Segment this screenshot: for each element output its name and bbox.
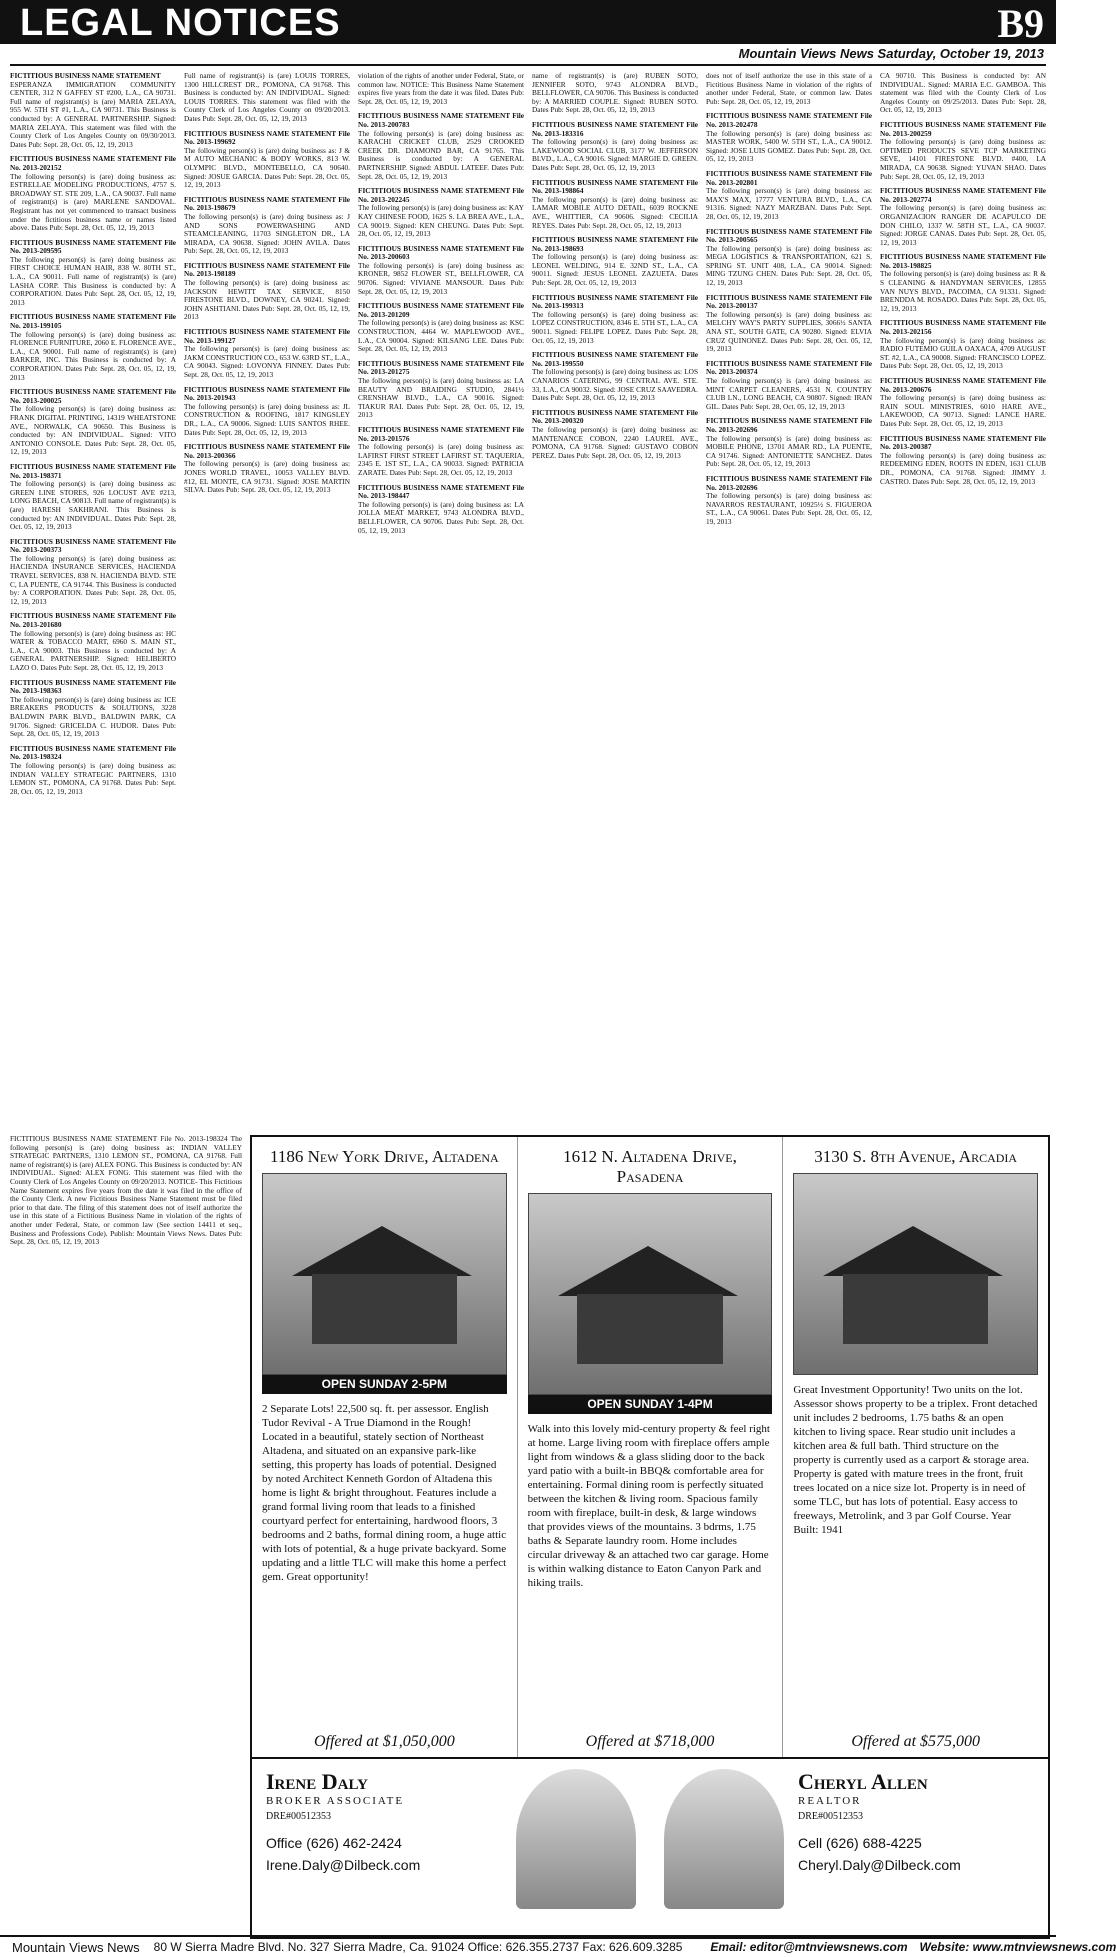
notice-column bbox=[10, 72, 176, 1130]
notice-body: The following person(s) is (are) doing business as: MOBILE PHONE, 13701 AMAR RD., LA PUENTE, CA 91746. Signed: ANTONIETTE SANCHEZ. Dates Pub: Sept. 28, Oct. 05, 12, 19, 2013 bbox=[706, 433, 872, 469]
notice-body: The following person(s) is (are) doing business as: KRONER, 9852 FLOWER ST., BELLFLOWER, CA 90706. Signed: VIVIANE MANSOUR. Dates Pub: Sept. 28, Oct. 05, 12, 19, 2013 bbox=[358, 260, 524, 296]
legal-notice bbox=[358, 187, 524, 239]
house-photo bbox=[793, 1173, 1038, 1375]
roof-shape bbox=[823, 1226, 1003, 1276]
notice-body: The following person(s) is (are) doing business as: JAKM CONSTRUCTION CO., 653 W. 63RD ST., L.A., CA 90043. Signed: LOVONYA FINNEY. Dates Pub: Sept. 28, Oct. 05, 12, 19, 2013 bbox=[184, 344, 350, 379]
notice-body: The following person(s) is (are) doing business as: LA JOLLA MEAT MARKET, 9743 ALONDRA BLVD., BELLFLOWER, CA 90706. Dates Pub: Sept. 28, Oct. 05, 12, 19, 2013 bbox=[358, 499, 524, 535]
agent-role: REALTOR bbox=[798, 1795, 862, 1807]
legal-notice bbox=[880, 377, 1046, 429]
notice-body: The following person(s) is (are) doing business as: LAFIRST FIRST STREET LAFIRST ST. TAQUERIA, 2345 E. 1ST ST., L.A., CA 90033. Signed: PATRICIA ZARATE. Dates Pub: Sept. 28, Oct. 05, 12, 19, 2013 bbox=[358, 442, 524, 477]
notice-heading: FICTITIOUS BUSINESS NAME STATEMENT File No. 2013-198371 bbox=[10, 461, 176, 480]
notice-heading: FICTITIOUS BUSINESS NAME STATEMENT File No. 2013-198693 bbox=[532, 235, 698, 253]
listing-price: Offered at $575,000 bbox=[851, 1733, 981, 1750]
legal-notice bbox=[10, 538, 176, 607]
notice-heading: FICTITIOUS BUSINESS NAME STATEMENT File No. 2013-201275 bbox=[358, 358, 524, 377]
notice-body: CA 90710. This Business is conducted by: AN INDIVIDUAL. Signed: MARIA E.C. GAMBOA. This statement was filed with the County Clerk of Los Angeles County on 09/25/2013. Dates Pub: Sept. 28, Oct. 05, 12, 19, 2013 bbox=[880, 71, 1046, 115]
legal-notice bbox=[10, 745, 176, 797]
notice-body: The following person(s) is (are) doing business as: LA BEAUTY AND BRAIDING STUDIO, 2841½ CRENSHAW BLVD., L.A., CA 90016. Signed: TIAKUR RAI. Dates Pub: Sept. 28, Oct. 05, 12, 19, 2013 bbox=[358, 376, 524, 420]
notice-body: The following person(s) is (are) doing business as: J AND SONS POWERWASHING AND STEAMCLEANING, 11703 SINGLETON DR., LA MIRADA, CA 90638. Signed: JOHN AVILA. Dates Pub: Sept. 28, Oct. 05, 12, 19, 2013 bbox=[184, 211, 350, 256]
real-estate-ad bbox=[250, 1135, 1050, 1939]
masthead bbox=[0, 0, 1056, 44]
notice-body: does not of itself authorize the use in this state of a Fictitious Business Name in violation of the rights of another under Federal, State, or common law. Dates Pub: Sept. 28, Oct. 05, 12, 19, 2013 bbox=[706, 71, 872, 106]
notice-body: The following person(s) is (are) doing business as: MINT CARPET CLEANERS, 4531 N. COUNTRY CLUB LN., LONG BEACH, CA 90807. Signed: IRAN GIL. Dates Pub: Sept. 28, Oct. 05, 12, 19, 2013 bbox=[706, 376, 872, 411]
roof-shape bbox=[558, 1246, 738, 1296]
notice-heading: FICTITIOUS BUSINESS NAME STATEMENT File No. 2013-209595 bbox=[10, 237, 176, 256]
listing-address: 1186 New York Drive, Altadena bbox=[269, 1147, 499, 1166]
house-shape bbox=[577, 1294, 723, 1364]
legal-notice bbox=[10, 313, 176, 382]
legal-notice bbox=[706, 228, 872, 288]
notice-column bbox=[358, 72, 524, 1130]
agent-name: Irene Daly bbox=[266, 1769, 368, 1794]
open-house-banner: OPEN SUNDAY 1-4PM bbox=[528, 1394, 773, 1414]
roof-shape bbox=[292, 1226, 472, 1276]
listing-description: 2 Separate Lots! 22,500 sq. ft. per assessor. English Tudor Revival - A True Diamond in the Rough! Located in a beautiful, stately section of Northeast Altadena, and situated on an expansive park-like setting, this property has loads of potential. Designed by noted Architect Kenneth Gordon of Altadena this home is light & bright throughout. Features include a grand formal living room that leads to a finished courtyard perfect for entertaining, hardwood floors, 3 bedrooms and 2 baths, formal dining room, a huge attic with lots of potential, & a huge private backyard. Some updating and a little TLC will make this home a perfect gem. Great opportunity! bbox=[262, 1403, 507, 1583]
legal-notice bbox=[880, 253, 1046, 313]
notice-body: The following person(s) is (are) doing business as: MAX'S MAX, 17777 VENTURA BLVD., L.A., CA 91316. Signed: NAZY MARZBAN. Dates Pub: Sept. 28, Oct. 05, 12, 19, 2013 bbox=[706, 186, 872, 221]
notice-body: The following person(s) is (are) doing business as: ESTRELLAE MODELING PRODUCTIONS, 4757 S. BROADWAY ST. STE 209, L.A., CA 90037. Full name of registrant(s) is (are) MARLENE SANDOVAL. Registrant has not yet commenced to transact business under the fictitious business name or names listed above. Dates Pub: Sept. 28, Oct. 05, 12, 19, 2013 bbox=[10, 171, 176, 233]
agent-phone: Office (626) 462-2424 bbox=[266, 1835, 402, 1851]
legal-notice bbox=[184, 130, 350, 190]
notice-body: The following person(s) is (are) doing business as: LAMAR MOBILE AUTO DETAIL, 6039 ROCKNE AVE., WHITTIER, CA 90606. Signed: CECILIA REYES. Dates Pub: Sept. 28, Oct. 05, 12, 19, 2013 bbox=[532, 194, 698, 230]
notice-heading: FICTITIOUS BUSINESS NAME STATEMENT File No. 2013-199105 bbox=[10, 312, 176, 331]
legal-notice bbox=[184, 443, 350, 495]
legal-notice bbox=[358, 484, 524, 536]
notice-body: The following person(s) is (are) doing business as: GREEN LINE STORES, 926 LOCUST AVE #213, LONG BEACH, CA 90813. Full name of registrant(s) is (are) HARESH SAKHRANI. This Business is conducted by: AN INDIVIDUAL. Dates Pub: Sept. 28, Oct. 05, 12, 19, 2013 bbox=[10, 479, 176, 532]
notice-body: The following person(s) is (are) doing business as: JL CONSTRUCTION & ROOFING, 1817 KINGSLEY DR., L.A., CA 90006. Signed: LUIS SANTOS RHEE. Dates Pub: Sept. 28, Oct. 05, 12, 19, 2013 bbox=[184, 401, 350, 437]
notice-heading: FICTITIOUS BUSINESS NAME STATEMENT File No. 2013-198324 bbox=[10, 743, 176, 762]
legal-notice bbox=[532, 294, 698, 346]
notice-body: Full name of registrant(s) is (are) LOUIS TORRES, 1300 HILLCREST DR., POMONA, CA 91768. This Business is conducted by: AN INDIVIDUAL. Signed: LOUIS TORRES. This statement was filed with the County Clerk of Los Angeles County on 09/20/2013. Dates Pub: Sept. 28, Oct. 05, 12, 19, 2013 bbox=[184, 71, 350, 123]
agent-name: Cheryl Allen bbox=[798, 1769, 928, 1794]
notice-heading: FICTITIOUS BUSINESS NAME STATEMENT File No. 2013-198447 bbox=[358, 482, 524, 501]
notice-heading: FICTITIOUS BUSINESS NAME STATEMENT File No. 2013-198825 bbox=[880, 252, 1046, 270]
notice-body: The following person(s) is (are) doing business as: NAVARROS RESTAURANT, 10925½ S. FIGUEROA ST., L.A., CA 90061. Dates Pub: Sept. 28, Oct. 05, 12, 19, 2013 bbox=[706, 491, 872, 526]
agent-phone: Cell (626) 688-4225 bbox=[798, 1835, 922, 1851]
section-title: LEGAL NOTICES bbox=[20, 2, 341, 44]
agent-photo bbox=[664, 1769, 784, 1909]
paper-date: Mountain Views News Saturday, October 19, 2013 bbox=[738, 46, 1044, 61]
notice-heading: FICTITIOUS BUSINESS NAME STATEMENT File No. 2013-199692 bbox=[184, 128, 350, 147]
legal-notice bbox=[532, 236, 698, 288]
house-photo bbox=[528, 1193, 773, 1395]
notice-heading: FICTITIOUS BUSINESS NAME STATEMENT File No. 2013-201680 bbox=[10, 611, 176, 630]
legal-notice bbox=[358, 302, 524, 354]
footer-paper: Mountain Views News bbox=[12, 1939, 140, 1955]
legal-notice bbox=[532, 72, 698, 115]
legal-notice bbox=[10, 239, 176, 308]
notice-body: The following person(s) is (are) doing business as: KAY KAY CHINESE FOOD, 1625 S. LA BREA AVE., L.A., CA 90019. Signed: KEN CHEUNG. Dates Pub: Sept. 28, Oct. 05, 12, 19, 2013 bbox=[358, 203, 524, 239]
notice-heading: FICTITIOUS BUSINESS NAME STATEMENT File No. 2013-200603 bbox=[358, 243, 524, 262]
legal-notice bbox=[880, 72, 1046, 115]
legal-notice bbox=[706, 475, 872, 527]
notice-body: The following person(s) is (are) doing business as: MELCHY WAY'S PARTY SUPPLIES, 3066½ SANTA ANA ST., SOUTH GATE, CA 90280. Signed: ELVIA CRUZ QUINONEZ. Dates Pub: Sept. 28, Oct. 05, 12, 19, 2013 bbox=[706, 309, 872, 354]
legal-notice bbox=[184, 72, 350, 124]
notice-column bbox=[532, 72, 698, 1130]
listing-address: 1612 N. Altadena Drive, Pasadena bbox=[563, 1147, 737, 1186]
notice-heading: FICTITIOUS BUSINESS NAME STATEMENT File No. 2013-200366 bbox=[184, 442, 350, 460]
legal-notice bbox=[358, 245, 524, 297]
notice-body: violation of the rights of another under Federal, State, or common law. NOTICE: This Business Name Statement expires five years from the date it was filed. Dates Pub: Sept. 28, Oct. 05, 12, 19, 2013 bbox=[358, 71, 524, 106]
notice-body: The following person(s) is (are) doing business as: KSC CONSTRUCTION, 4464 W. MAPLEWOOD AVE., L.A., CA 90004. Signed: KILSANG LEE. Dates Pub: Sept. 28, Oct. 05, 12, 19, 2013 bbox=[358, 318, 524, 354]
footer bbox=[0, 1935, 1116, 1957]
notice-heading: FICTITIOUS BUSINESS NAME STATEMENT File No. 2013-200783 bbox=[358, 111, 524, 129]
notice-heading: FICTITIOUS BUSINESS NAME STATEMENT File No. 2013-202245 bbox=[358, 186, 524, 204]
legal-notice bbox=[358, 72, 524, 106]
notice-heading: FICTITIOUS BUSINESS NAME STATEMENT File No. 2013-201209 bbox=[358, 301, 524, 319]
notice-body: The following person(s) is (are) doing business as: LEONEL WELDING, 914 E. 32ND ST., L.A., CA 90011. Signed: JESUS LEONEL ZAZUETA. Dates Pub: Sept. 28, Oct. 05, 12, 19, 2013 bbox=[532, 252, 698, 288]
notice-body: The following person(s) is (are) doing business as: FRANK DIGITAL PRINTING, 14319 WHEATSTONE AVE., NORWALK, CA 90650. This Business is conducted by: AN INDIVIDUAL. Signed: VITO ANTONIO CONSOLE. Dates Pub: Sept. 28, Oct. 05, 12, 19, 2013 bbox=[10, 404, 176, 457]
notice-body: name of registrant(s) is (are) RUBEN SOTO, JENNIFER SOTO, 9743 ALONDRA BLVD., BELLFLOWER, CA 90706. This Business is conducted by: A MARRIED COUPLE. Signed: RUBEN SOTO. Dates Pub: Sept. 28, Oct. 05, 12, 19, 2013 bbox=[532, 71, 698, 115]
agent-dre: DRE#00512353 bbox=[266, 1811, 331, 1822]
legal-notice bbox=[532, 121, 698, 173]
agent-email: Irene.Daly@Dilbeck.com bbox=[266, 1857, 421, 1873]
notice-body: The following person(s) is (are) doing business as: INDIAN VALLEY STRATEGIC PARTNERS, 1310 LEMON ST., POMONA, CA 91768. Dates Pub: Sept. 28, Oct. 05, 12, 19, 2013 bbox=[10, 760, 176, 796]
legal-notice bbox=[10, 679, 176, 739]
legal-notice bbox=[10, 612, 176, 672]
notice-body: The following person(s) is (are) doing business as: ORGANIZACION RANGER DE ACAPULCO DE DON CHILO, 1337 W. 58TH ST., L.A., CA 90037. Signed: JORGE CANAS. Dates Pub: Sept. 28, Oct. 05, 12, 19, 2013 bbox=[880, 203, 1046, 247]
notice-heading: FICTITIOUS BUSINESS NAME STATEMENT File No. 2013-202156 bbox=[880, 318, 1046, 337]
notice-heading: FICTITIOUS BUSINESS NAME STATEMENT File No. 2013-202774 bbox=[880, 186, 1046, 204]
property-listing bbox=[783, 1137, 1048, 1757]
house-shape bbox=[843, 1274, 989, 1344]
footer-email: Email: editor@mtnviewsnews.com bbox=[710, 1940, 908, 1954]
legal-notice bbox=[10, 155, 176, 232]
notice-heading: FICTITIOUS BUSINESS NAME STATEMENT File No. 2013-200565 bbox=[706, 226, 872, 245]
listing-price: Offered at $718,000 bbox=[585, 1733, 715, 1750]
agent-cheryl bbox=[650, 1759, 1048, 1935]
legal-notice bbox=[706, 294, 872, 354]
notice-body: The following person(s) is (are) doing business as: JONES WORLD TRAVEL, 10053 VALLEY BLVD. #12, EL MONTE, CA 91731. Signed: JOSE MARTIN SILVA. Dates Pub: Sept. 28, Oct. 05, 12, 19, 2013 bbox=[184, 459, 350, 495]
notice-body: The following person(s) is (are) doing business as: RAIN SOUL MINISTRIES, 6010 HARE AVE., LAKEWOOD, CA 90713. Signed: LANCE HARE. Dates Pub: Sept. 28, Oct. 05, 12, 19, 2013 bbox=[880, 393, 1046, 428]
legal-notice bbox=[706, 170, 872, 222]
property-listing bbox=[252, 1137, 518, 1757]
notice-body: The following person(s) is (are) doing business as: ICE BREAKERS PRODUCTS & SOLUTIONS, 3228 BALDWIN PARK BLVD., BALDWIN PARK, CA 91706. Signed: GRICELDA C. HUDOR. Dates Pub: Sept. 28, Oct. 05, 12, 19, 2013 bbox=[10, 694, 176, 739]
notice-heading: FICTITIOUS BUSINESS NAME STATEMENT File No. 2013-201943 bbox=[184, 384, 350, 403]
notice-heading: FICTITIOUS BUSINESS NAME STATEMENT File No. 2013-202478 bbox=[706, 111, 872, 129]
legal-notice bbox=[358, 360, 524, 420]
legal-notice bbox=[10, 388, 176, 457]
notice-column bbox=[880, 72, 1046, 1130]
notice-body: The following person(s) is (are) doing business as: R & S CLEANING & HANDYMAN SERVICES, 12855 VAN NUYS BLVD., PACOIMA, CA 91331. Signed: BRENDDA M. ROSADO. Dates Pub: Sept. 28, Oct. 05, 12, 19, 2013 bbox=[880, 269, 1046, 313]
notice-heading: FICTITIOUS BUSINESS NAME STATEMENT File No. 2013-202152 bbox=[10, 154, 176, 172]
house-photo bbox=[262, 1173, 507, 1375]
legal-notice bbox=[532, 351, 698, 403]
agents bbox=[252, 1757, 1048, 1935]
page-number: B9 bbox=[997, 1, 1044, 46]
listing-price: Offered at $1,050,000 bbox=[313, 1733, 455, 1750]
notice-heading: FICTITIOUS BUSINESS NAME STATEMENT File No. 2013-200387 bbox=[880, 433, 1046, 452]
notice-body: The following person(s) is (are) doing business as: FLORENCE FURNITURE, 2060 E. FLORENCE AVE., L.A., CA 90001. Full name of registrant(s) is (are) BARKER, INC. This Business is conducted by: A CORPORATION. Dates Pub: Sept. 28, Oct. 05, 12, 19, 2013 bbox=[10, 329, 176, 382]
notice-body: The following person(s) is (are) doing business as: REDEEMING EDEN, ROOTS IN EDEN, 1631 CLUB DR., POMONA, CA 91768. Signed: JIMMY J. CASTRO. Dates Pub: Sept. 28, Oct. 05, 12, 19, 2013 bbox=[880, 450, 1046, 486]
legal-notice bbox=[10, 463, 176, 532]
notice-heading: FICTITIOUS BUSINESS NAME STATEMENT File No. 2013-200373 bbox=[10, 536, 176, 555]
legal-notice bbox=[532, 179, 698, 231]
legal-notice bbox=[358, 112, 524, 181]
legal-notice bbox=[880, 435, 1046, 487]
notice-heading: FICTITIOUS BUSINESS NAME STATEMENT File No. 2013-200374 bbox=[706, 358, 872, 377]
header-rule bbox=[10, 64, 1046, 66]
legal-notice bbox=[706, 72, 872, 106]
notice-heading: FICTITIOUS BUSINESS NAME STATEMENT File No. 2013-200320 bbox=[532, 407, 698, 426]
agent-email: Cheryl.Daly@Dilbeck.com bbox=[798, 1857, 961, 1873]
notice-body: The following person(s) is (are) doing business as: LOS CANARIOS CATERING, 99 CENTRAL AVE. STE. 33, L.A., CA 90032. Signed: JOSE CRUZ SAAVEDRA. Dates Pub: Sept. 28, Oct. 05, 12, 19, 2013 bbox=[532, 367, 698, 403]
open-house-banner: OPEN SUNDAY 2-5PM bbox=[262, 1374, 507, 1394]
notice-columns bbox=[10, 72, 1046, 1130]
notice-body: The following person(s) is (are) doing business as: HACIENDA INSURANCE SERVICES, HACIENDA TRAVEL SERVICES, 838 N. HACIENDA BLVD. STE C, LA PUENTE, CA 91744. This Business is conducted by: A CORPORATION. Dates Pub: Sept. 28, Oct. 05, 12, 19, 2013 bbox=[10, 553, 176, 606]
agent-dre: DRE#00512353 bbox=[798, 1811, 863, 1822]
notice-heading: FICTITIOUS BUSINESS NAME STATEMENT File No. 2013-200676 bbox=[880, 376, 1046, 394]
legal-notice bbox=[706, 417, 872, 469]
notice-body: The following person(s) is (are) doing business as: JACKSON HEWITT TAX SERVICE, 8150 FIRESTONE BLVD., DOWNEY, CA 90241. Signed: JOHN ASHTIANI. Dates Pub: Sept. 28, Oct. 05, 12, 19, 2013 bbox=[184, 278, 350, 322]
notice-body: The following person(s) is (are) doing business as: MANTENANCE COBON, 2240 LAUREL AVE., POMONA, CA 91768. Signed: GUSTAVO COBON PEREZ. Dates Pub: Sept. 28, Oct. 05, 12, 19, 2013 bbox=[532, 424, 698, 460]
legal-notice bbox=[706, 112, 872, 164]
notice-heading: FICTITIOUS BUSINESS NAME STATEMENT File No. 2013-201576 bbox=[358, 424, 524, 443]
notice-heading: FICTITIOUS BUSINESS NAME STATEMENT File No. 2013-202801 bbox=[706, 168, 872, 187]
notice-column bbox=[184, 72, 350, 1130]
agent-photo bbox=[516, 1769, 636, 1909]
notice-body: The following person(s) is (are) doing business as: HC WATER & TOBACCO MART, 6960 S. MAIN ST., L.A., CA 90003. This Business is conducted by: A GENERAL PARTNERSHIP. Signed: HELIBERTO LAZO O. Dates Pub: Sept. 28, Oct. 05, 12, 19, 2013 bbox=[10, 628, 176, 672]
agent-role: BROKER ASSOCIATE bbox=[266, 1795, 405, 1807]
notice-heading: FICTITIOUS BUSINESS NAME STATEMENT bbox=[10, 71, 161, 80]
footer-address: 80 W Sierra Madre Blvd. No. 327 Sierra Madre, Ca. 91024 Office: 626.355.2737 Fax: 626.609.3285 bbox=[153, 1940, 683, 1954]
listing-description: Great Investment Opportunity! Two units on the lot. Assessor shows property to be a triplex. Front detached unit includes 2 bedrooms, 1.75 baths & an open kitchen to living space. Rear studio unit includes a kitchen area & full bath. Third structure on the property is currently used as a carport & storage area. Property is gated with mature trees in the front, fruit trees located on a nice size lot. Property is in need of some TLC, but has lots of potential. Easy access to freeways, Metrolink, and 3 par Golf Course. Year Built: 1941 bbox=[793, 1384, 1038, 1536]
legal-notice bbox=[184, 328, 350, 380]
listings bbox=[252, 1137, 1048, 1757]
notice-body: The following person(s) is (are) doing business as: LOPEZ CONSTRUCTION, 8346 E. 5TH ST., L.A., CA 90011. Signed: FELIPE LOPEZ. Dates Pub: Sept. 28, Oct. 05, 12, 19, 2013 bbox=[532, 309, 698, 345]
legal-notice bbox=[880, 121, 1046, 181]
legal-notice bbox=[184, 262, 350, 322]
notice-body: The following person(s) is (are) doing business as: FIRST CHOICE HUMAN HAIR, 838 W. 80TH ST., L.A., CA 90011. Full name of registrant(s) is (are) LASHA CORP. This Business is conducted by: A CORPORATION. Dates Pub: Sept. 28, Oct. 05, 12, 19, 2013 bbox=[10, 254, 176, 307]
notice-column bbox=[706, 72, 872, 1130]
lower-left-notice: FICTITIOUS BUSINESS NAME STATEMENT File No. 2013-198324 The following person(s) is (are) doing business as: INDIAN VALLEY STRATEGIC PARTNERS, 1310 LEMON ST., POMONA, CA 91768. Full name of registrant(s) is (are) ALEX FONG. This Business is conducted by: AN INDIVIDUAL. Signed: ALEX FONG. This statement was filed with the County Clerk of Los Angeles County on 09/20/2013. NOTICE- This Fictitious Name Statement expires five years from the date it was filed in the office of the County Clerk. A new Fictitious Business Name Statement must be filed prior to that date. The filing of this statement does not of itself authorize the use in this state of a Fictitious Business Name in violation of the rights of another under Federal, State, or common law (See section 14411 et seq., Business and Professions Code). Publish: Mountain Views News. Dates Pub: Sept. 28, Oct. 05, 12, 19, 2013 bbox=[10, 1134, 242, 1247]
notice-body: The following person(s) is (are) doing business as: MEGA LOGISTICS & TRANSPORTATION, 621 S. SPRING ST. UNIT 408, L.A., CA 90014. Signed: MING TZUNG CHEN. Dates Pub: Sept. 28, Oct. 05, 12, 19, 2013 bbox=[706, 243, 872, 288]
notice-body: The following person(s) is (are) doing business as: KARACHI CRICKET CLUB, 2529 CROOKED CREEK DR. DIAMOND BAR, CA 91765. This Business is conducted by: A GENERAL PARTNERSHIP. Signed: ABDUL LATEEF. Dates Pub: Sept. 28, Oct. 05, 12, 19, 2013 bbox=[358, 128, 524, 181]
listing-description: Walk into this lovely mid-century property & feel right at home. Large living room with fireplace offers ample light from windows & a glass sliding door to the back yard patio with a built-in BBQ& comfortable area for entertaining. Formal dining room is perfectly situated between the kitchen & living room. Spacious family room with fireplace, built-in desk, & large windows that provides views of the mountains. 3 bdrms, 1.75 baths & Separate laundry room. Home includes circular driveway & an attached two car garage. Home is within walking distance to Eaton Canyon Park and hiking trails. bbox=[527, 1423, 770, 1589]
footer-website: Website: www.mtnviewsnews.com bbox=[919, 1940, 1116, 1954]
notice-body: ESPERANZA IMMIGRATION COMMUNITY CENTER, 312 N GAFFEY ST #200, L.A., CA 90731. Full name of registrant(s) is (are) MARIA ZELAYA, 955 W. 5TH ST #1, L.A., CA 90731. This Business is conducted by: A GENERAL PARTNERSHIP. Signed: MARIA ZELAYA. This statement was filed with the County Clerk of Los Angeles County on 09/30/2013. Dates Pub: Sept. 28, Oct. 05, 12, 19, 2013 bbox=[10, 79, 176, 149]
legal-notice bbox=[358, 426, 524, 478]
legal-notice bbox=[706, 360, 872, 412]
notice-body: The following person(s) is (are) doing business as: MASTER WORK, 5400 W. 5TH ST., L.A., CA 90012. Signed: JOSE LUIS GOMEZ. Dates Pub: Sept. 28, Oct. 05, 12, 19, 2013 bbox=[706, 128, 872, 164]
notice-heading: FICTITIOUS BUSINESS NAME STATEMENT File No. 2013-200025 bbox=[10, 387, 176, 405]
notice-heading: FICTITIOUS BUSINESS NAME STATEMENT File No. 2013-183316 bbox=[532, 119, 698, 138]
notice-heading: FICTITIOUS BUSINESS NAME STATEMENT File No. 2013-198679 bbox=[184, 194, 350, 213]
notice-heading: FICTITIOUS BUSINESS NAME STATEMENT File No. 2013-198864 bbox=[532, 177, 698, 196]
notice-body: The following person(s) is (are) doing business as: LAKEWOOD SOCIAL CLUB, 3177 W. JEFFERSON BLVD., L.A., CA 90016. Signed: MARGIE D. GREEN. Dates Pub: Sept. 28, Oct. 05, 12, 19, 2013 bbox=[532, 137, 698, 172]
property-listing bbox=[518, 1137, 784, 1757]
notice-body: The following person(s) is (are) doing business as: OPTIMED PRODUCTS SEVE TCP MARKETING SEVE, 14101 FIRESTONE BLVD. #400, LA MIRADA, CA 90638. Signed: YUVAN SHAO. Dates Pub: Sept. 28, Oct. 05, 12, 19, 2013 bbox=[880, 137, 1046, 181]
notice-heading: FICTITIOUS BUSINESS NAME STATEMENT File No. 2013-198363 bbox=[10, 677, 176, 696]
notice-body: The following person(s) is (are) doing business as: RADIO FUTEMIO GUILA OAXACA, 4709 AUGUST ST. #2, L.A., CA 90008. Signed: FRANCISCO LOPEZ. Dates Pub: Sept. 28, Oct. 05, 12, 19, 2013 bbox=[880, 335, 1046, 371]
notice-heading: FICTITIOUS BUSINESS NAME STATEMENT File No. 2013-200259 bbox=[880, 119, 1046, 138]
notice-heading: FICTITIOUS BUSINESS NAME STATEMENT File No. 2013-200137 bbox=[706, 292, 872, 311]
legal-notice bbox=[184, 386, 350, 438]
house-shape bbox=[312, 1274, 458, 1344]
notice-heading: FICTITIOUS BUSINESS NAME STATEMENT File No. 2013-199313 bbox=[532, 292, 698, 311]
listing-address: 3130 S. 8th Avenue, Arcadia bbox=[814, 1147, 1018, 1166]
notice-heading: FICTITIOUS BUSINESS NAME STATEMENT File No. 2013-202696 bbox=[706, 473, 872, 492]
notice-heading: FICTITIOUS BUSINESS NAME STATEMENT File No. 2013-199550 bbox=[532, 350, 698, 368]
legal-notice bbox=[184, 196, 350, 256]
legal-notice bbox=[10, 72, 176, 149]
notice-heading: FICTITIOUS BUSINESS NAME STATEMENT File No. 2013-202696 bbox=[706, 416, 872, 434]
legal-notice bbox=[880, 187, 1046, 247]
notice-heading: FICTITIOUS BUSINESS NAME STATEMENT File No. 2013-198189 bbox=[184, 260, 350, 279]
agent-irene bbox=[252, 1759, 650, 1935]
notice-heading: FICTITIOUS BUSINESS NAME STATEMENT File No. 2013-199127 bbox=[184, 327, 350, 345]
legal-notice bbox=[880, 319, 1046, 371]
legal-notice bbox=[532, 409, 698, 461]
notice-body: The following person(s) is (are) doing business as: J & M AUTO MECHANIC & BODY WORKS, 813 W. OLYMPIC BLVD., MONTEBELLO, CA 90640. Signed: JOSUE GARCIA. Dates Pub: Sept. 28, Oct. 05, 12, 19, 2013 bbox=[184, 145, 350, 190]
